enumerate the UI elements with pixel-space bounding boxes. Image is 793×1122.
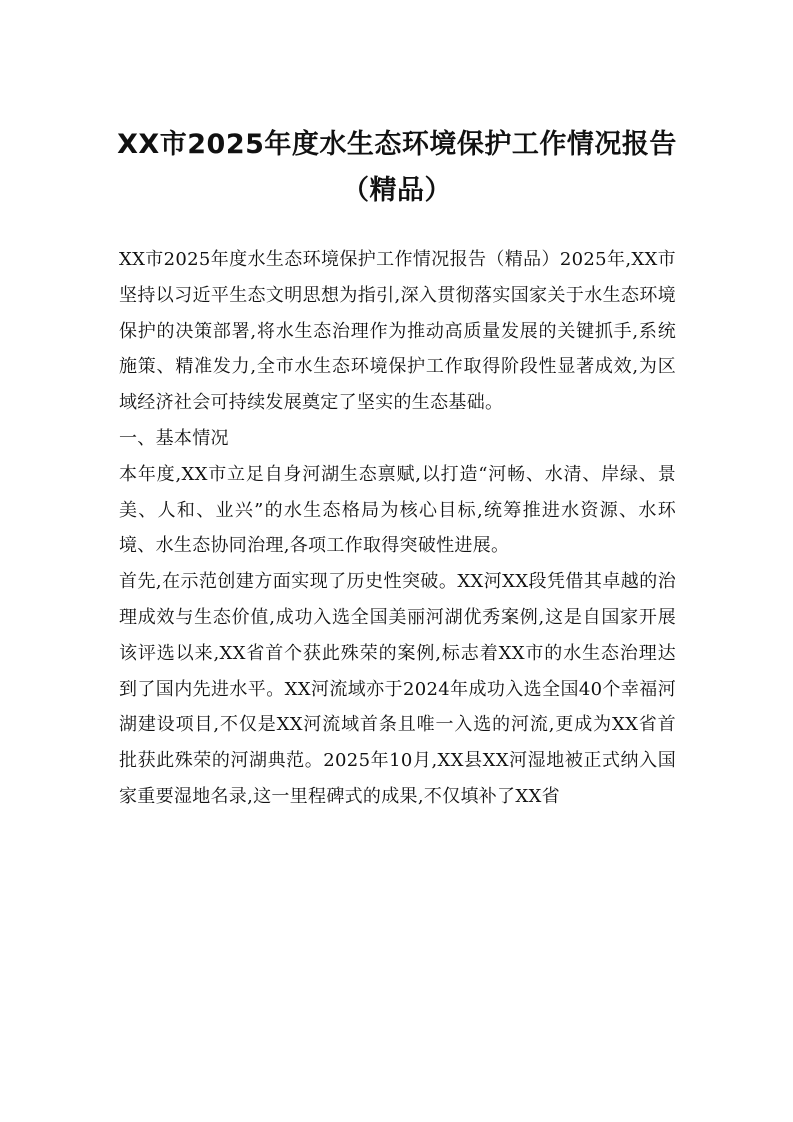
body-paragraph: 本年度,XX市立足自身河湖生态禀赋,以打造“河畅、水清、岸绿、景美、人和、业兴”的水生态格局为核心目标,统筹推进水资源、水环境、水生态协同治理,各项工作取得突破性进展。 [119,463,676,557]
intro-paragraph: XX市2025年度水生态环境保护工作情况报告（精品）2025年,XX市坚持以习近平生态文明思想为指引,深入贯彻落实国家关于水生态环境保护的决策部署,将水生态治理作为推动高质量发展的关键抓手,系统施策、精准发力,全市水生态环境保护工作取得阶段性显著成效,为区域经济社会可持续发展奠定了坚实的生态基础。 [119,249,676,414]
document-title: XX市2025年度水生态环境保护工作情况报告（精品） [117,129,677,206]
document-body [119,242,676,815]
section-heading-basic-situation: 一、基本情况 [119,427,229,449]
body-paragraph: 首先,在示范创建方面实现了历史性突破。XX河XX段凭借其卓越的治理成效与生态价值,成功入选全国美丽河湖优秀案例,这是自国家开展该评选以来,XX省首个获此殊荣的案例,标志着XX市的水生态治理达到了国内先进水平。XX河流域亦于2024年成功入选全国40个幸福河湖建设项目,不仅是XX河流域首条且唯一入选的河流,更成为XX省首批获此殊荣的河湖典范。2025年10月,XX县XX河湿地被正式纳入国家重要湿地名录,这一里程碑式的成果,不仅填补了XX省 [119,571,676,807]
